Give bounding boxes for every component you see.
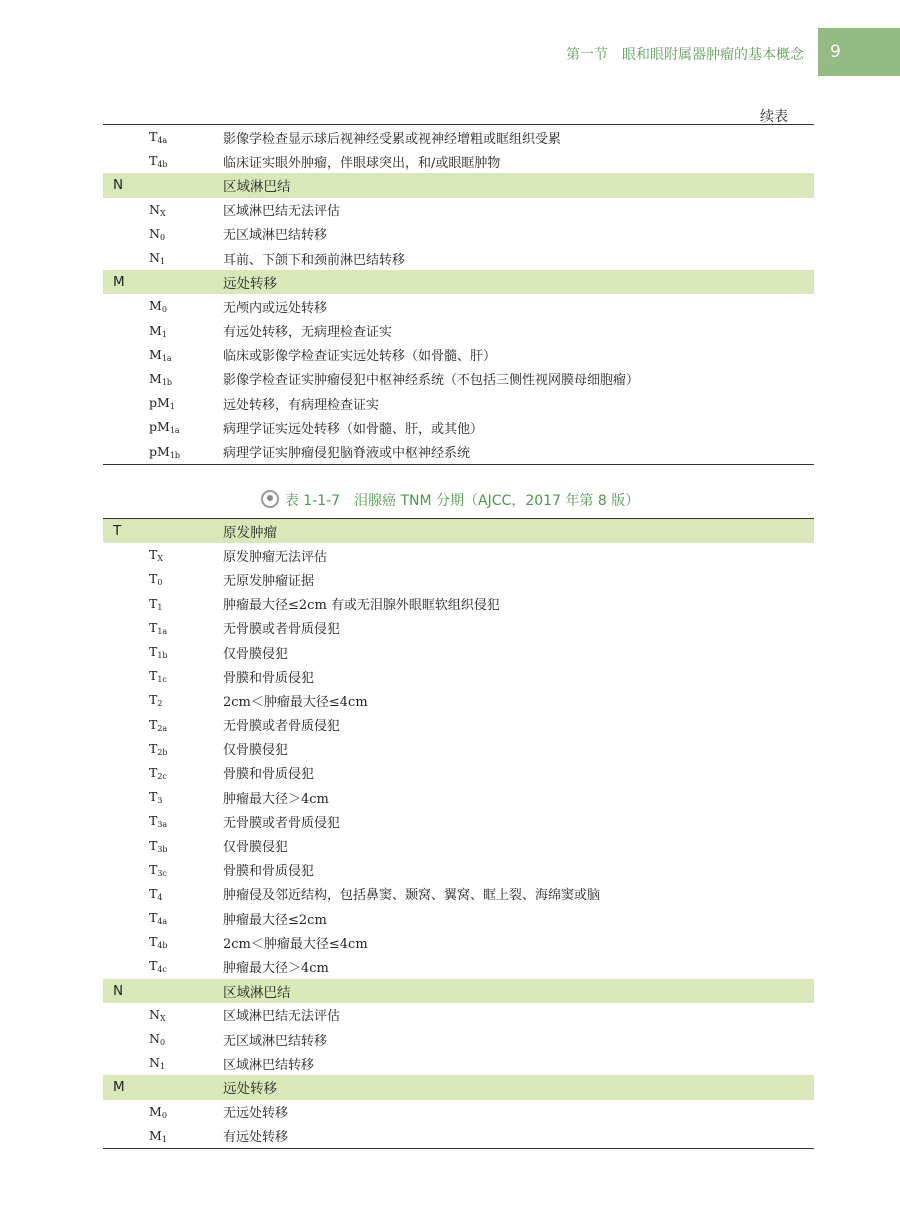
table-row	[103, 439, 814, 463]
stage-code-subscript: 4b	[157, 160, 168, 170]
stage-code-letter: T	[149, 547, 158, 563]
stage-code-letter: N	[113, 177, 124, 194]
stage-code	[103, 1031, 223, 1047]
table-row	[103, 1027, 814, 1051]
stage-code-subscript: 1c	[157, 675, 167, 685]
stage-code-letter: N	[149, 225, 160, 241]
stage-description: 无远处转移	[223, 1106, 289, 1122]
stage-code	[103, 226, 223, 242]
stage-description: 病理学证实肿瘤侵犯脑脊液或中枢神经系统	[223, 446, 471, 462]
stage-code-letter: M	[149, 1127, 162, 1143]
stage-code-letter: T	[149, 644, 158, 660]
table-caption	[0, 490, 900, 510]
stage-code	[103, 274, 223, 290]
stage-code-subscript: 4b	[157, 941, 168, 951]
stage-code	[103, 177, 223, 193]
stage-description: 骨膜和骨质侵犯	[223, 767, 315, 783]
stage-code-subscript: 1b	[169, 450, 181, 460]
stage-description: 远处转移，有病理检查证实	[223, 397, 380, 413]
stage-code	[103, 371, 223, 387]
table-row	[103, 713, 814, 737]
stage-code-subscript: 1a	[157, 626, 168, 636]
stage-description: 区域淋巴结	[223, 179, 291, 196]
stage-code-letter: T	[149, 885, 158, 901]
stage-description: 肿瘤最大径≤2cm	[223, 912, 327, 928]
stage-code-subscript: X	[159, 1013, 166, 1023]
stage-code	[103, 910, 223, 926]
stage-code-subscript: 1	[157, 602, 163, 612]
stage-description: 区域淋巴结无法评估	[223, 1009, 341, 1025]
stage-description: 无区域淋巴结转移	[223, 228, 328, 244]
stage-code-subscript: 0	[157, 578, 163, 588]
stage-code	[103, 1055, 223, 1071]
stage-code	[103, 717, 223, 733]
stage-code	[103, 862, 223, 878]
table-row	[103, 1003, 814, 1027]
stage-code-subscript: 2	[157, 699, 163, 709]
stage-code-subscript: X	[157, 554, 164, 564]
stage-description: 肿瘤最大径＞4cm	[223, 791, 329, 807]
stage-code-letter: T	[113, 523, 122, 540]
stage-description: 无区域淋巴结转移	[223, 1033, 328, 1049]
table-row	[103, 294, 814, 318]
stage-code-subscript: 3a	[157, 820, 168, 830]
stage-description: 区域淋巴结	[223, 984, 291, 1001]
table-row	[103, 833, 814, 857]
stage-code-subscript: 3b	[157, 844, 168, 854]
stage-description: 病理学证实远处转移（如骨髓、肝，或其他）	[223, 421, 484, 437]
stage-description: 仅骨膜侵犯	[223, 743, 289, 759]
stage-code	[103, 692, 223, 708]
stage-code-subscript: 0	[159, 1038, 166, 1048]
table-row	[103, 246, 814, 270]
stage-code-letter: M	[149, 1103, 162, 1119]
stage-description: 肿瘤最大径≤2cm 有或无泪腺外眼眶软组织侵犯	[223, 598, 500, 614]
stage-code-letter: T	[149, 595, 158, 611]
table-row	[103, 882, 814, 906]
stage-description: 骨膜和骨质侵犯	[223, 670, 315, 686]
page-number: 9	[818, 28, 900, 76]
table-row	[103, 319, 814, 343]
stage-code	[103, 838, 223, 854]
stage-code-letter: T	[149, 958, 158, 974]
stage-code	[103, 668, 223, 684]
stage-code-letter: T	[149, 571, 158, 587]
stage-code	[103, 395, 223, 411]
stage-code-subscript: 3	[157, 796, 163, 806]
table-row	[103, 592, 814, 616]
bullet-circle-icon	[261, 490, 279, 508]
continued-label: 续表	[760, 109, 788, 125]
stage-description: 无骨膜或者骨质侵犯	[223, 622, 341, 638]
stage-code-subscript: 1	[161, 329, 167, 339]
table-row	[103, 543, 814, 567]
section-header-row	[103, 270, 814, 294]
stage-description: 远处转移	[223, 1081, 277, 1098]
stage-code-letter: pM	[149, 443, 170, 459]
stage-code	[103, 129, 223, 145]
stage-description: 原发肿瘤	[223, 525, 277, 542]
stage-code	[103, 1128, 223, 1144]
stage-description: 无骨膜或者骨质侵犯	[223, 815, 341, 831]
stage-code-subscript: 4a	[157, 136, 168, 146]
stage-code-subscript: 1b	[157, 651, 168, 661]
stage-description: 区域淋巴结转移	[223, 1057, 315, 1073]
stage-code	[103, 741, 223, 757]
stage-code-subscript: 0	[159, 232, 166, 242]
stage-code-subscript: 1a	[169, 426, 180, 436]
stage-code-letter: T	[149, 692, 158, 708]
stage-code	[103, 644, 223, 660]
stage-code	[103, 323, 223, 339]
stage-code	[103, 347, 223, 363]
table-row	[103, 222, 814, 246]
section-header-row	[103, 519, 814, 543]
stage-code-subscript: 1	[169, 402, 175, 412]
stage-code-letter: M	[149, 370, 162, 386]
stage-code-letter: T	[149, 153, 158, 169]
table-row	[103, 761, 814, 785]
stage-code-subscript: 3c	[157, 868, 167, 878]
stage-code-subscript: 1	[159, 257, 166, 267]
table-row	[103, 1124, 814, 1148]
table-row	[103, 125, 814, 149]
stage-code-letter: T	[149, 740, 158, 756]
stage-code-letter: pM	[149, 419, 170, 435]
stage-description: 无骨膜或者骨质侵犯	[223, 719, 341, 735]
stage-code-letter: T	[149, 764, 158, 780]
stage-code	[103, 1079, 223, 1095]
stage-code-subscript: 0	[161, 305, 167, 315]
stage-description: 区域淋巴结无法评估	[223, 204, 341, 220]
stage-code	[103, 571, 223, 587]
table-row	[103, 367, 814, 391]
stage-code-letter: N	[113, 982, 124, 999]
table-row	[103, 198, 814, 222]
stage-code-subscript: 4a	[157, 917, 168, 927]
section-header-row	[103, 1075, 814, 1099]
stage-code	[103, 983, 223, 999]
stage-code	[103, 934, 223, 950]
table-row	[103, 906, 814, 930]
table-row	[103, 737, 814, 761]
table-row	[103, 640, 814, 664]
stage-code-letter: T	[149, 789, 158, 805]
table-row	[103, 858, 814, 882]
stage-code	[103, 153, 223, 169]
stage-code-letter: T	[149, 129, 158, 145]
stage-code-letter: pM	[149, 395, 170, 411]
stage-code-letter: M	[113, 274, 125, 291]
table-row	[103, 688, 814, 712]
stage-code-letter: T	[149, 934, 158, 950]
stage-code-letter: N	[149, 201, 160, 217]
table-row	[103, 149, 814, 173]
stage-code-letter: T	[149, 716, 158, 732]
stage-description: 临床证实眼外肿瘤，伴眼球突出，和/或眼眶肿物	[223, 155, 501, 171]
stage-description: 临床或影像学检查证实远处转移（如骨髓、肝）	[223, 349, 497, 365]
stage-code	[103, 886, 223, 902]
stage-code-subscript: X	[159, 208, 166, 218]
stage-code-subscript: 0	[161, 1110, 167, 1120]
stage-code-subscript: 4c	[157, 965, 167, 975]
table-row	[103, 1051, 814, 1075]
stage-code-letter: N	[149, 1006, 160, 1022]
stage-code-subscript: 2a	[157, 723, 168, 733]
table-row	[103, 343, 814, 367]
table-row	[103, 809, 814, 833]
stage-description: 影像学检查证实肿瘤侵犯中枢神经系统（不包括三侧性视网膜母细胞瘤）	[223, 373, 640, 389]
table-row	[103, 664, 814, 688]
stage-code	[103, 444, 223, 460]
table-row	[103, 415, 814, 439]
stage-code	[103, 547, 223, 563]
lacrimal-gland-tnm-table	[103, 518, 814, 1149]
stage-code-letter: T	[149, 668, 158, 684]
stage-description: 2cm＜肿瘤最大径≤4cm	[223, 936, 368, 952]
stage-code-letter: T	[149, 837, 158, 853]
stage-description: 无原发肿瘤证据	[223, 573, 315, 589]
table-row	[103, 785, 814, 809]
stage-code	[103, 523, 223, 539]
stage-code-letter: T	[149, 861, 158, 877]
stage-code	[103, 1007, 223, 1023]
tnm-table-continued	[103, 124, 814, 465]
stage-code-subscript: 1	[159, 1062, 166, 1072]
table-row	[103, 616, 814, 640]
table-row	[103, 1100, 814, 1124]
stage-code-letter: M	[149, 346, 162, 362]
section-title: 第一节 眼和眼附属器肿瘤的基本概念	[566, 47, 804, 63]
stage-code-subscript: 4	[157, 892, 163, 902]
stage-description: 仅骨膜侵犯	[223, 646, 289, 662]
stage-code-subscript: 2b	[157, 747, 168, 757]
stage-code-letter: M	[149, 322, 162, 338]
stage-description: 远处转移	[223, 276, 277, 293]
stage-code-subscript: 2c	[157, 771, 167, 781]
stage-code	[103, 813, 223, 829]
stage-code	[103, 958, 223, 974]
table-row	[103, 930, 814, 954]
stage-code-letter: T	[149, 910, 158, 926]
stage-description: 原发肿瘤无法评估	[223, 549, 328, 565]
stage-code-letter: N	[149, 1055, 160, 1071]
stage-code-letter: M	[113, 1079, 125, 1096]
stage-code-letter: N	[149, 250, 160, 266]
stage-description: 有远处转移，无病理检查证实	[223, 325, 393, 341]
stage-code	[103, 789, 223, 805]
stage-code-letter: T	[149, 813, 158, 829]
stage-description: 肿瘤最大径＞4cm	[223, 960, 329, 976]
table-row	[103, 567, 814, 591]
stage-code	[103, 202, 223, 218]
stage-description: 仅骨膜侵犯	[223, 840, 289, 856]
table-caption-text: 表 1-1-7 泪腺癌 TNM 分期（AJCC，2017 年第 8 版）	[284, 493, 640, 509]
stage-code	[103, 1104, 223, 1120]
table-row	[103, 954, 814, 978]
stage-description: 无颅内或远处转移	[223, 300, 328, 316]
stage-code-letter: N	[149, 1031, 160, 1047]
stage-description: 骨膜和骨质侵犯	[223, 864, 315, 880]
section-header-row	[103, 173, 814, 197]
stage-description: 2cm＜肿瘤最大径≤4cm	[223, 694, 368, 710]
stage-description: 肿瘤侵及邻近结构，包括鼻窦、颞窝、翼窝、眶上裂、海绵窦或脑	[223, 888, 601, 904]
stage-code	[103, 620, 223, 636]
stage-code	[103, 596, 223, 612]
stage-code	[103, 298, 223, 314]
stage-code-subscript: 1a	[161, 353, 172, 363]
stage-code	[103, 419, 223, 435]
stage-code-subscript: 1b	[161, 377, 173, 387]
stage-code	[103, 250, 223, 266]
stage-description: 影像学检查显示球后视神经受累或视神经增粗或眶组织受累	[223, 131, 562, 147]
table-row	[103, 391, 814, 415]
stage-description: 耳前、下颌下和颈前淋巴结转移	[223, 252, 406, 268]
stage-description: 有远处转移	[223, 1130, 289, 1146]
section-header-row	[103, 979, 814, 1003]
stage-code-subscript: 1	[161, 1134, 167, 1144]
stage-code-letter: T	[149, 619, 158, 635]
stage-code	[103, 765, 223, 781]
stage-code-letter: M	[149, 298, 162, 314]
